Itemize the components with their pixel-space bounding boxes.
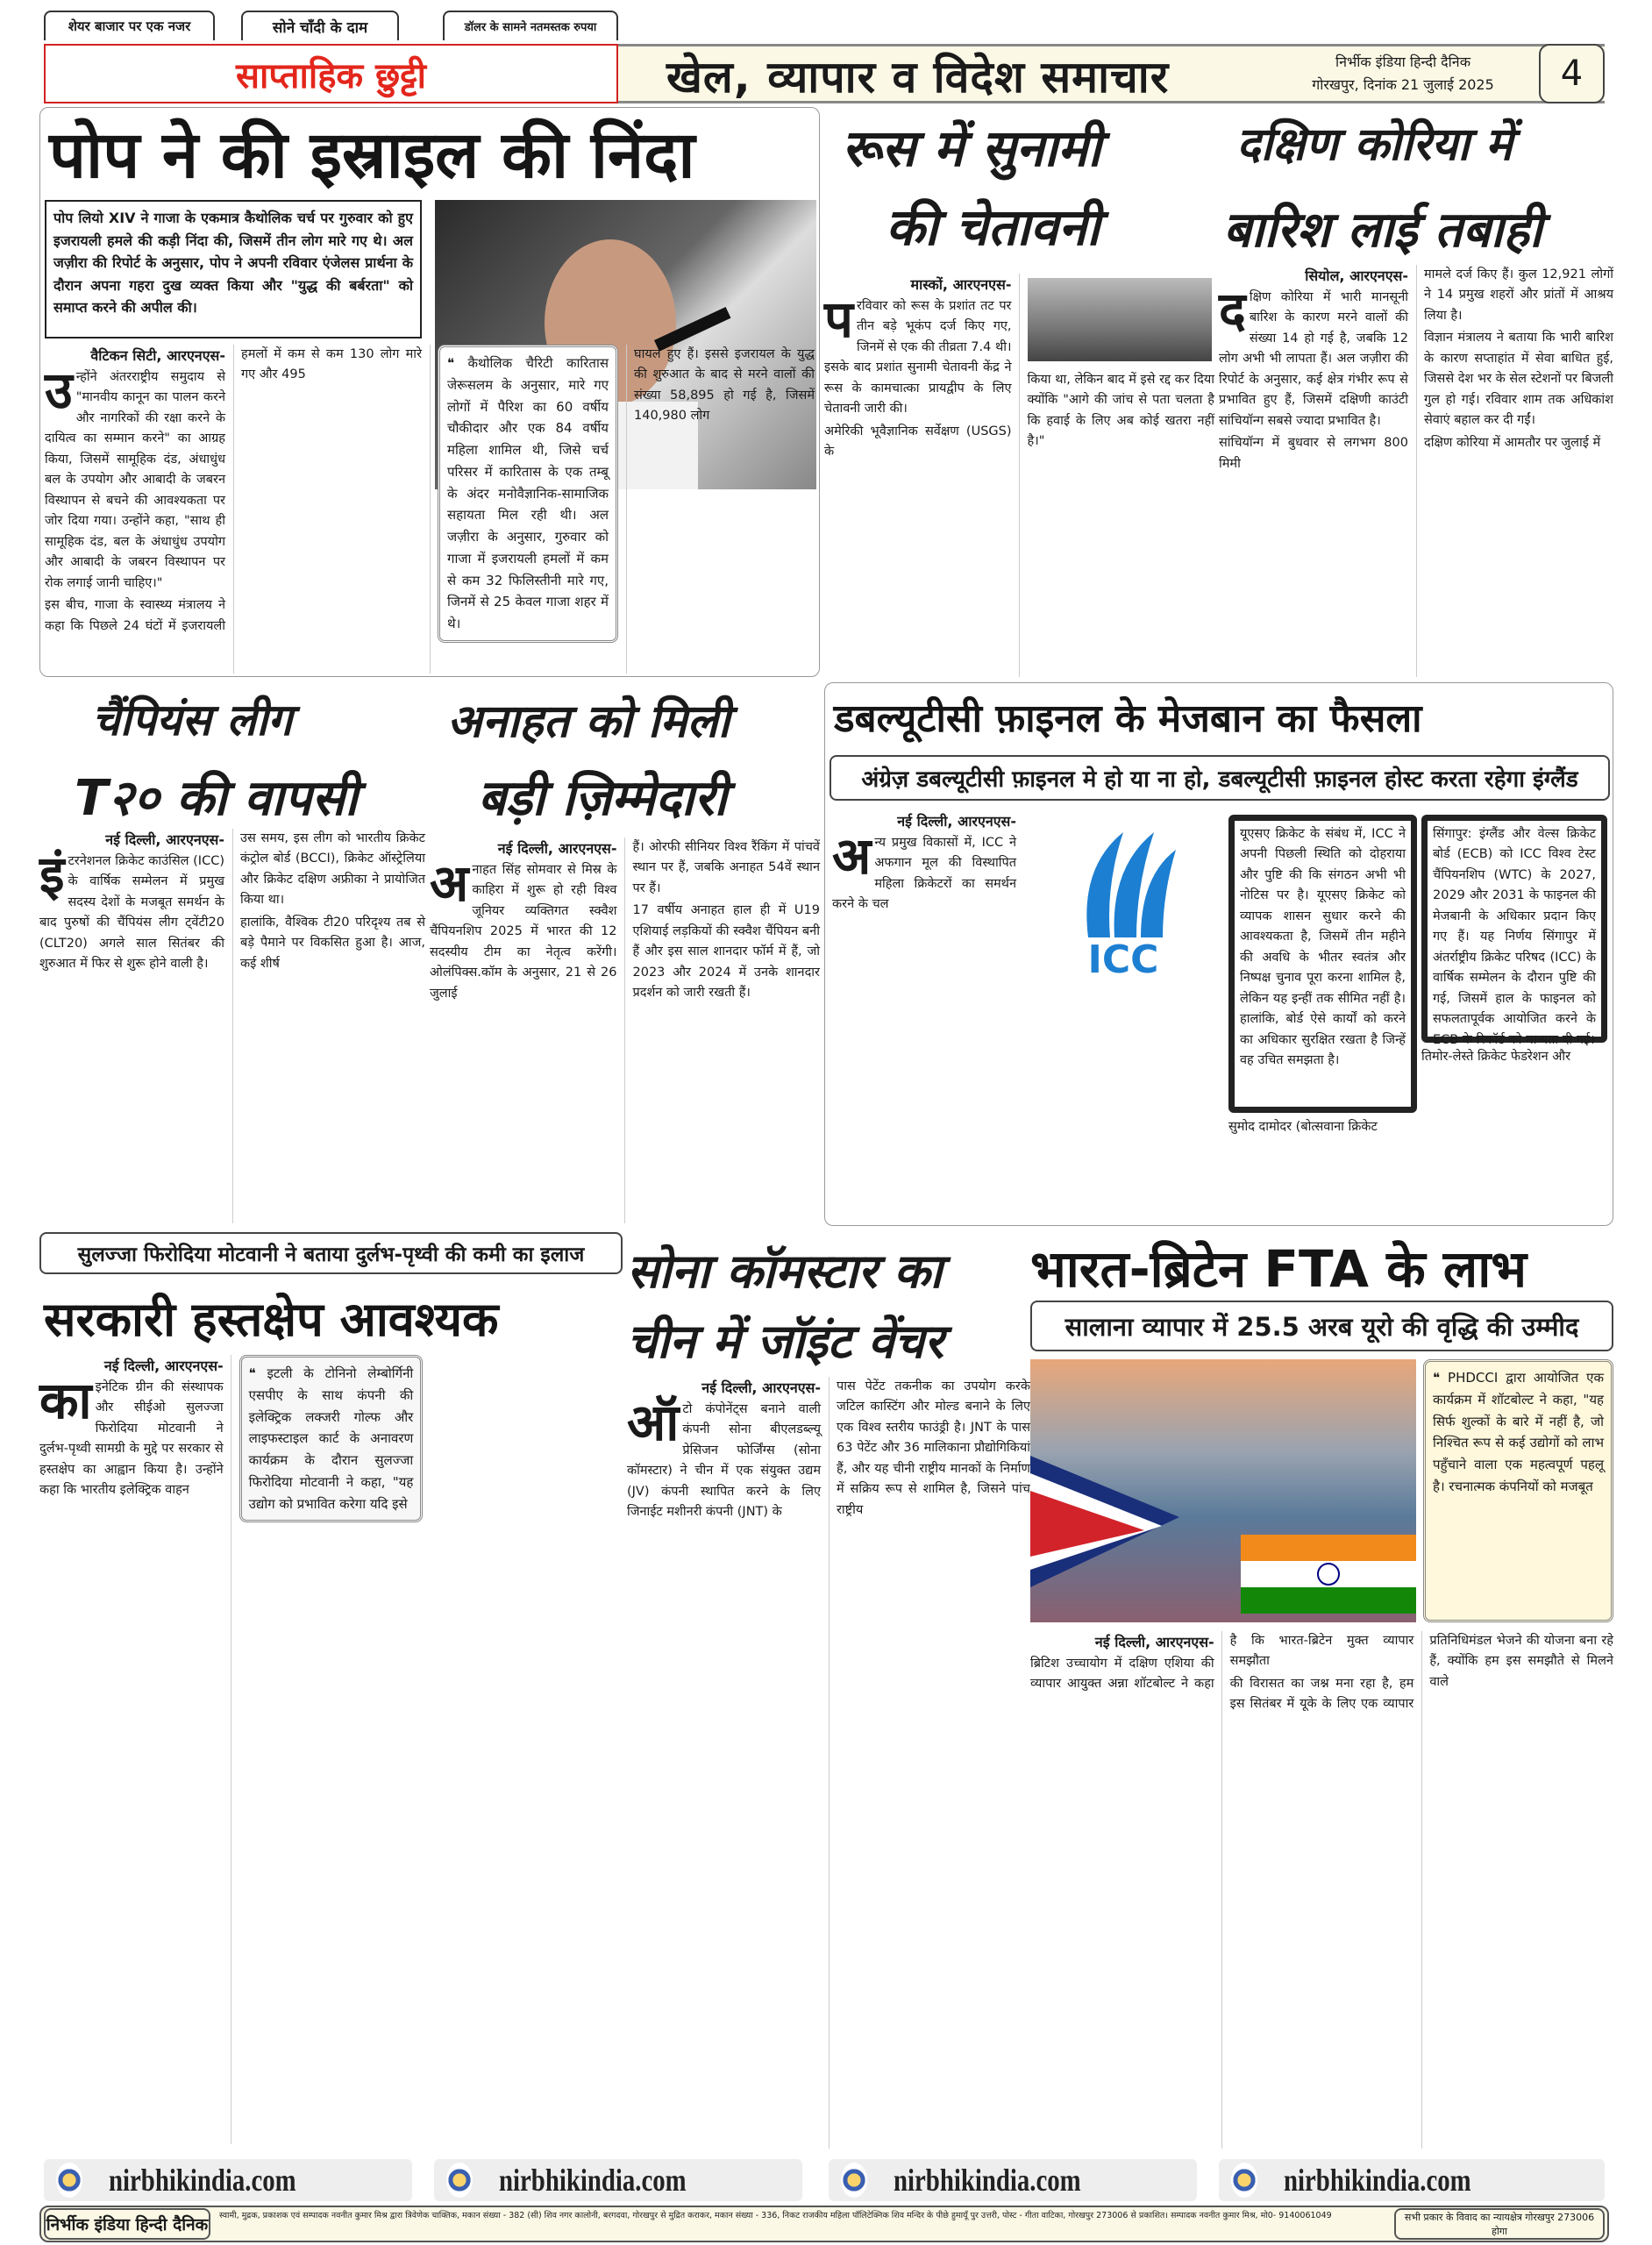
body-left <box>45 345 815 674</box>
body-text: दक्षिण कोरिया में आमतौर पर जुलाई में <box>1424 435 1601 450</box>
body <box>1219 265 1613 677</box>
article-champions-league <box>39 688 425 1223</box>
pull-quote: ❝ इटली के टोनिनो लेम्बोर्गिनी एसपीए के साथ कंपनी की इलेक्ट्रिक लक्जरी गोल्फ और लाइफस्टाइल कार्ट के अनावरण कार्यक्रम के दौरान सुलज्जा फिरोदिया मोटवानी ने कहा, "यह उद्योग को प्रभावित करेगा यदि इसे <box>239 1355 424 1522</box>
body <box>430 837 820 1223</box>
website-banner[interactable]: nirbhikindia.com <box>434 2159 802 2201</box>
headline: पोप ने की इस्राइल की निंदा <box>49 118 695 193</box>
press-logo-icon <box>841 2163 867 2198</box>
headline: सरकारी हस्तक्षेप आवश्यक <box>44 1292 499 1347</box>
icc-logo <box>1027 815 1220 981</box>
tab-gold-silver: सोने चाँदी के दाम <box>241 11 399 40</box>
headline: भारत-ब्रिटेन FTA के लाभ <box>1030 1239 1527 1299</box>
article-sulajja <box>39 1232 623 2149</box>
website-banner[interactable]: nirbhikindia.com <box>829 2159 1197 2201</box>
body <box>824 274 1214 677</box>
body-text: इनेटिक ग्रीन की संस्थापक और सीईओ सुलज्जा फिरोदिया मोटवानी ने दुर्लभ-पृथ्वी सामग्री के मुद्दे पर सरकार से हस्तक्षेप का आह्वान किया है। उन्होंने कहा कि भारतीय इलेक्ट्रिक वाहन <box>39 1379 224 1498</box>
press-logo-icon <box>56 2163 82 2198</box>
body-text: ब्रिटिश उच्चायोग में दक्षिण एशिया की व्यापार आयुक्त अन्ना शॉटबोल्ट ने कहा है कि भारत-ब्रिटेन मुक्त व्यापार समझौता <box>1030 1634 1414 1692</box>
dateline: नई दिल्ली, आरएनएस- <box>897 813 1016 830</box>
page-number: 4 <box>1539 44 1605 103</box>
body-text: की विरासत का जश्न मना रहा है, हम इस सितंबर में यूके के लिए एक व्यापार प्रतिनिधिमंडल भेजने की योजना बना रहे हैं, क्योंकि हम इस समझौते से मिलने वाले <box>1229 1634 1613 1712</box>
article-india-uk-fta <box>1030 1232 1613 2149</box>
pull-quote: ❝ कैथोलिक चैरिटी कारितास जेरूसलम के अनुसार, मारे गए लोगों में पैरिश का 60 वर्षीय चौकीदार और एक 84 वर्षीय महिला शामिल थी, जिसे चर्च परिसर में कारितास के एक तम्बू के अंदर मनोवैज्ञानिक-सामाजिक सहायता मिल रही थी। अल जज़ीरा के अनुसार, गुरुवार को गाजा में इजरायली हमलों में कम से कम 32 फिलिस्तीनी मारे गए, जिनमें से 25 केवल गाजा शहर में थे। <box>438 345 618 643</box>
body-text: 17 वर्षीय अनाहत हाल ही में U19 एशियाई लड़कियों की स्क्वैश चैंपियन बनी हैं और इस साल शानदार फॉर्म में हैं, जो 2023 और 2024 में उनके शानदार प्रदर्शन को जारी रखती हैं। <box>632 903 820 1001</box>
body-text: विज्ञान मंत्रालय ने बताया कि भारी बारिश के कारण सप्ताहांत में सेवा बाधित हुई, जिससे देश भर के सेल स्टेशनों पर बिजली गुल हो गई। रविवार शाम तक अधिकांश सेवाएं बहाल कर दी गईं। <box>1424 331 1613 428</box>
body-text: टो कंपोनेंट्स बनाने वाली कंपनी सोना बीएलडब्ल्यू प्रेसिजन फोर्जिंग्स (सोना कॉमस्टार) ने चीन में एक संयुक्त उद्यम (JV) कंपनी स्थापित करने के लिए जिनाईट मशीनरी कंपनी (JNT) के <box>627 1401 821 1520</box>
subheadline: सालाना व्यापार में 25.5 अरब यूरो की वृद्धि की उम्मीद <box>1030 1301 1613 1351</box>
body <box>1030 1631 1613 2149</box>
drop-cap: अ <box>832 825 872 886</box>
dateline: वैटिकन सिटी, आरएनएस- <box>90 347 225 364</box>
body-text: टरनेशनल क्रिकेट काउंसिल (ICC) के वार्षिक सम्मेलन में प्रमुख सदस्य देशों के मजबूत समर्थन के बाद पुरुषों की चैंपियंस लीग ट्वेंटी20 (CLT20) अगले साल सितंबर की शुरुआत में फिर से शुरू होने वाली है। <box>39 853 224 972</box>
body-col4: तिमोर-लेस्ते क्रिकेट फेडरेशन और <box>1421 1050 1571 1064</box>
dateline: सियोल, आरएनएस- <box>1305 267 1408 284</box>
body-text: रविवार को रूस के प्रशांत तट पर तीन बड़े भूकंप दर्ज किए गए, जिनमें से एक की तीव्रता 7.4 थी। इसके बाद प्रशांत सुनामी चेतावनी केंद्र ने रूस के कामचात्का प्रायद्वीप के लिए चेतावनी जारी की। <box>824 298 1012 417</box>
issue-date: गोरखपुर, दिनांक 21 जुलाई 2025 <box>1312 76 1494 93</box>
body-text: पास पेटेंट तकनीक का उपयोग करके जटिल कास्टिंग और मोल्ड बनाने के लिए एक विश्व स्तरीय फाउंड्री है। JNT के पास 63 पेटेंट और 36 मालिकाना प्रौद्योगिकियां हैं, और यह चीनी राष्ट्रीय मानकों के निर्माण में सक्रिय रूप से शामिल है, जिसने पांच राष्ट्रीय <box>837 1379 1030 1517</box>
body <box>39 1355 623 2144</box>
drop-cap: इं <box>39 844 65 904</box>
paper-name-footer: निर्भीक इंडिया हिन्दी दैनिक <box>44 2208 210 2240</box>
body-text: उस समय, इस लीग को भारतीय क्रिकेट कंट्रोल बोर्ड (BCCI), क्रिकेट ऑस्ट्रेलिया और क्रिकेट दक्षिण अफ्रीका ने प्रायोजित किया था। <box>240 831 425 908</box>
headline-line2: चीन में जॉइंट वेंचर <box>627 1314 944 1369</box>
headline: डबल्यूटीसी फ़ाइनल के मेजबान का फैसला <box>834 696 1422 741</box>
body-text: इस बीच, गाजा के स्वास्थ्य मंत्रालय ने कहा कि पिछले 24 घंटों में इजरायली हमलों में कम से कम 130 लोग मारे गए और 495 <box>45 347 422 633</box>
headline-line1: दक्षिण कोरिया में <box>1236 118 1513 171</box>
article-pope <box>39 107 820 677</box>
svg-text:ICC: ICC <box>1087 937 1159 981</box>
headline-line2: की चेतावनी <box>886 197 1100 257</box>
headline-line1: सोना कॉमस्टार का <box>627 1244 943 1299</box>
dateline: नई दिल्ली, आरएनएस- <box>105 831 224 848</box>
imprint-text: स्वामी, मुद्रक, प्रकाशक एवं सम्पादक नवनीत कुमार मिश्र द्वारा त्रिवेणेक चाक्तिक, मकान संख्या - 382 (सी) शिव नगर कालोनी, बरगदवा, गोरखपुर से मुद्रित कराकर, मकान संख्या - 336, निकट राजकीय महिला पॉलिटेक्निक शिव मन्दिर के पीछे हुमायूँ पुर उत्तरी, पोस्ट - गीता वाटिका, गोरखपुर 273006 से प्रकाशित। सम्पादक नवनीत कुमार मिश्र, मो0- 9140061049 <box>219 2211 1332 2220</box>
tab-share-market: शेयर बाजार पर एक नजर <box>44 11 215 40</box>
body <box>627 1377 1030 2149</box>
article-wtc-final <box>824 682 1613 1226</box>
body-text: किया था, लेकिन बाद में इसे रद्द कर दिया क्योंकि "आगे की जांच से पता चलता है कि हवाई के लिए अब कोई खतरा नहीं है।" <box>1027 373 1214 449</box>
drop-cap: प <box>824 289 853 349</box>
headline-line1: रूस में सुनामी <box>842 118 1101 178</box>
section-title: खेल, व्यापार व विदेश समाचार <box>666 52 1170 103</box>
body-text: नाहत सिंह सोमवार से मिस्र के काहिरा में शुरू हो रही विश्व जूनियर व्यक्तिगत स्क्वैश चैंपियनशिप 2025 में भारत की 12 सदस्यीय टीम का नेतृत्व करेंगी। ओलंपिक्स.कॉम के अनुसार, 21 से 26 जुलाई <box>430 862 617 1001</box>
tab-dollar-rupee: डॉलर के सामने नतमस्तक रुपया <box>443 11 618 40</box>
dateline: नई दिल्ली, आरएनएस- <box>497 840 617 857</box>
article-russia-tsunami <box>824 107 1214 677</box>
intro-box: पोप लियो XIV ने गाजा के एकमात्र कैथोलिक चर्च पर गुरुवार को हुए इजरायली हमले की कड़ी निंदा की, जिसमें तीन लोग मारे गए थे। अल जज़ीरा की रिपोर्ट के अनुसार, पोप ने अपनी रविवार एंजेलस प्रार्थना के दौरान अपना गहरा दुख व्यक्त किया और "युद्ध की बर्बरता" को समाप्त करने की अपील की। <box>45 200 422 339</box>
body-text: सांचियॉन्ग में बुधवार से लगभग 800 मिमी <box>1219 436 1408 471</box>
body-col1 <box>832 810 1016 1222</box>
press-logo-icon <box>1231 2163 1257 2198</box>
paper-name: निर्भीक इंडिया हिन्दी दैनिक <box>1335 53 1470 70</box>
headline-line1: अनाहत को मिली <box>447 695 730 748</box>
body-text: न्य प्रमुख विकासों में, ICC ने अफगान मूल की विस्थापित महिला क्रिकेटरों का समर्थन करने के चल <box>832 835 1016 912</box>
headline-line2: T२० की वापसी <box>75 770 358 827</box>
pull-quote: ❝ PHDCCI द्वारा आयोजित एक कार्यक्रम में शॉटबोल्ट ने कहा, "यह सिर्फ शुल्कों के बारे में नहीं है, जो निश्चित रूप से कई उद्योगों को लाभ पहुँचाने वाला एक महत्वपूर्ण पहलू है। रचनात्मक कंपनियों को मजबूत <box>1423 1359 1613 1622</box>
press-logo-icon <box>446 2163 473 2198</box>
body-text: हालांकि, वैश्विक टी20 परिदृश्य तब से बड़े पैमाने पर विकसित हुआ है। आज, कई शीर्ष <box>240 915 425 971</box>
drop-cap: उ <box>45 360 73 420</box>
subheadline: सुलज्जा फिरोदिया मोटवानी ने बताया दुर्लभ-पृथ्वी की कमी का इलाज <box>39 1232 623 1274</box>
article-sona-comstar <box>627 1232 1030 2149</box>
info-box-usa: यूएसए क्रिकेट के संबंध में, ICC ने अपनी पिछली स्थिति को दोहराया और पुष्टि की कि संगठन अभी भी नोटिस पर है। यूएसए क्रिकेट को व्यापक शासन सुधार करने की आवश्यकता है, जिसमें तीन महीने की अवधि के भीतर स्वतंत्र और निष्पक्ष चुनाव पूरा करना शामिल है, लेकिन यह इन्हीं तक सीमित नहीं है। हालांकि, बोर्ड ऐसे कार्यों को करने का अधिकार सुरक्षित रखता है जिन्हें वह उचित समझता है। <box>1228 815 1417 1113</box>
paper-info <box>1289 51 1517 96</box>
body <box>39 829 425 1223</box>
dateline: मास्कों, आरएनएस- <box>910 276 1012 293</box>
headline-line1: चैंपियंस लीग <box>92 695 293 745</box>
drop-cap: का <box>39 1370 92 1430</box>
subheadline: अंग्रेज़ डबल्यूटीसी फ़ाइनल मे हो या ना हो, डबल्यूटीसी फ़ाइनल होस्ट करता रहेगा इंग्लैंड <box>830 755 1610 801</box>
headline-line2: बारिश लाई तबाही <box>1223 202 1542 259</box>
drop-cap: ऑ <box>627 1392 680 1452</box>
jurisdiction-note: सभी प्रकार के विवाद का न्यायक्षेत्र गोरखपुर 273006 होगा <box>1394 2208 1605 2240</box>
body-text: अमेरिकी भूवैज्ञानिक सर्वेक्षण (USGS) के <box>824 424 1012 460</box>
website-banner[interactable]: nirbhikindia.com <box>44 2159 412 2201</box>
website-banner[interactable]: nirbhikindia.com <box>1219 2159 1605 2201</box>
info-box-singapore: सिंगापुर: इंग्लैंड और वेल्स क्रिकेट बोर्ड (ECB) को ICC विश्व टेस्ट चैंपियनशिप (WTC) के 2027, 2029 और 2031 के फाइनल की मेजबानी के अधिकार प्रदान किए गए हैं। यह निर्णय सिंगापुर में अंतर्राष्ट्रीय क्रिकेट परिषद (ICC) के वार्षिक सम्मेलन के दौरान पुष्टि की गई, जिसमें हाल के फाइनल को सफलतापूर्वक आयोजित करने के ECB के रिकॉर्ड को मान्यता दी गई। <box>1421 815 1607 1043</box>
dateline: नई दिल्ली, आरएनएस- <box>1094 1634 1214 1650</box>
dateline: नई दिल्ली, आरएनएस- <box>701 1379 821 1396</box>
trade-image <box>1030 1359 1416 1622</box>
body-text: न्होंने अंतरराष्ट्रीय समुदाय से "मानवीय कानून का पालन करने और नागरिकों की रक्षा करने के दायित्व का सम्मान करने" का आग्रह किया, जिसमें सामूहिक दंड, अंधाधुंध बल के उपयोग और आबादी के जबरन विस्थापन से बचने की आवश्यकता पर जोर दिया गया। उन्होंने कहा, "साथ ही सामूहिक दंड, बल के अंधाधुंध उपयोग और आबादी के जबरन विस्थापन पर रोक लगाई जानी चाहिए।" <box>45 369 225 590</box>
body-text: घायल हुए हैं। इससे इजरायल के युद्ध की शुरुआत के बाद से मरने वालों की संख्या 58,895 हो गई है, जिसमें 140,980 लोग <box>634 347 815 424</box>
body-text: क्षिण कोरिया में भारी मानसूनी बारिश के कारण मरने वालों की संख्या 14 हो गई है, जबकि 12 लोग अभी भी लापता हैं। अल जज़ीरा की रिपोर्ट के अनुसार, कई क्षेत्र गंभीर रूप से प्रभावित हुए हैं, जिसमें दक्षिणी काउंटी सांचियॉन्ग सबसे ज्यादा प्रभावित है। <box>1219 289 1408 428</box>
body-text: मामले दर्ज किए हैं। कुल 12,921 लोगों ने 14 प्रमुख शहरों और प्रांतों में आश्रय लिया है। <box>1424 267 1613 323</box>
dateline: नई दिल्ली, आरएनएस- <box>103 1358 224 1374</box>
body-text: हैं। ओरफी सीनियर विश्व रैंकिंग में पांचवें स्थान पर हैं, जबकि अनाहत 54वें स्थान पर हैं। <box>632 840 820 895</box>
drop-cap: अ <box>430 852 469 913</box>
article-anahat <box>430 688 820 1223</box>
drop-cap: द <box>1219 280 1246 340</box>
headline-line2: बड़ी ज़िम्मेदारी <box>478 770 727 827</box>
body-col3: सुमोद दामोदर (बोत्सवाना क्रिकेट <box>1228 1120 1378 1134</box>
article-korea-rain <box>1219 107 1613 677</box>
weekly-holiday-label: साप्ताहिक छुट्टी <box>44 44 618 103</box>
